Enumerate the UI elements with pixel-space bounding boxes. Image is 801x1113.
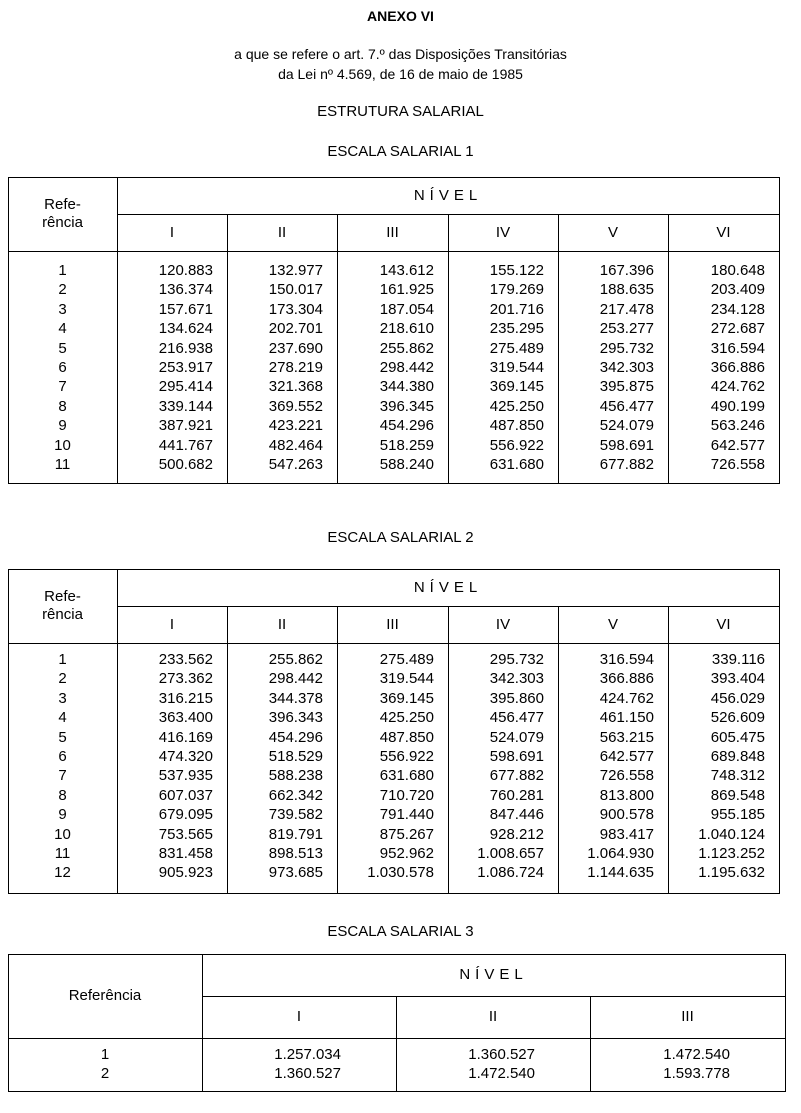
salary-cell: 679.095 (158, 806, 213, 824)
level-label-i: I (296, 1008, 302, 1025)
salary-cell: 537.935 (158, 767, 213, 785)
referencia-cell: 2 (58, 281, 67, 299)
salary-cell: 1.360.527 (274, 1065, 341, 1083)
salary-cell: 342.303 (599, 358, 654, 376)
referencia-cell: 8 (58, 397, 67, 415)
salary-cell: 1.064.930 (587, 844, 654, 862)
salary-cell: 167.396 (599, 262, 654, 279)
level-label-i: I (169, 615, 175, 633)
level-label-v: V (607, 223, 618, 241)
salary-cell: 598.691 (489, 747, 544, 765)
salary-cell: 791.440 (379, 806, 434, 824)
salary-cell: 1.040.124 (698, 825, 765, 843)
salary-cell: 424.762 (710, 378, 765, 396)
salary-cell: 642.577 (599, 747, 654, 765)
salary-cell: 319.544 (489, 358, 544, 376)
salary-cell: 396.343 (268, 709, 323, 727)
salary-cell: 387.921 (158, 417, 213, 435)
nivel-header-divider (202, 996, 785, 997)
subtitle-line-2: da Lei nº 4.569, de 16 de maio de 1985 (278, 66, 523, 82)
salary-cell: 1.030.578 (367, 864, 434, 882)
salary-cell: 369.145 (379, 689, 434, 707)
salary-cell: 201.716 (489, 300, 544, 318)
salary-cell: 342.303 (489, 670, 544, 688)
salary-cell: 456.477 (489, 709, 544, 727)
salary-cell: 928.212 (489, 825, 544, 843)
referencia-cell: 10 (54, 436, 71, 454)
salary-cell: 753.565 (158, 825, 213, 843)
level-label-ii: II (277, 223, 287, 241)
referencia-cell: 9 (58, 417, 67, 435)
referencia-header: Refe- rência (42, 588, 83, 623)
level-label-iii: III (386, 615, 399, 633)
salary-cell: 588.238 (268, 767, 323, 785)
referencia-cell: 10 (54, 825, 71, 843)
salary-cell: 425.250 (379, 709, 434, 727)
salary-cell: 456.477 (599, 397, 654, 415)
header-bottom-divider (8, 251, 779, 252)
salary-cell: 556.922 (489, 436, 544, 454)
salary-cell: 424.762 (599, 689, 654, 707)
level-label-iv: IV (495, 615, 511, 633)
salary-cell: 524.079 (599, 417, 654, 435)
scale-2-title: ESCALA SALARIAL 2 (327, 529, 474, 546)
salary-cell: 487.850 (379, 728, 434, 746)
salary-cell: 187.054 (379, 300, 434, 318)
salary-cell: 983.417 (599, 825, 654, 843)
salary-cell: 748.312 (710, 767, 765, 785)
salary-cell: 255.862 (268, 651, 323, 668)
salary-cell: 344.378 (268, 689, 323, 707)
salary-cell: 275.489 (379, 651, 434, 668)
salary-cell: 173.304 (268, 300, 323, 318)
salary-cell: 726.558 (599, 767, 654, 785)
salary-cell: 369.145 (489, 378, 544, 396)
salary-cell: 369.552 (268, 397, 323, 415)
subtitle-line-1: a que se refere o art. 7.º das Disposições Transitórias (234, 46, 567, 62)
referencia-cell: 5 (58, 728, 67, 746)
salary-cell: 393.404 (710, 670, 765, 688)
salary-cell: 518.529 (268, 747, 323, 765)
level-label-v: V (607, 615, 618, 633)
level-label-i: I (169, 223, 175, 241)
salary-cell: 518.259 (379, 436, 434, 454)
salary-cell: 1.257.034 (274, 1046, 341, 1063)
salary-cell: 295.732 (599, 339, 654, 357)
salary-cell: 423.221 (268, 417, 323, 435)
header-bottom-divider (8, 643, 779, 644)
referencia-cell: 9 (58, 806, 67, 824)
salary-cell: 319.544 (379, 670, 434, 688)
scale-3-title: ESCALA SALARIAL 3 (327, 923, 474, 940)
salary-cell: 339.144 (158, 397, 213, 415)
salary-cell: 677.882 (599, 455, 654, 473)
level-label-ii: II (277, 615, 287, 633)
referencia-cell: 6 (58, 747, 67, 765)
salary-cell: 556.922 (379, 747, 434, 765)
salary-cell: 233.562 (158, 651, 213, 668)
level-label-ii: II (488, 1008, 498, 1025)
structure-title: ESTRUTURA SALARIAL (317, 103, 484, 120)
level-i-values (117, 650, 213, 883)
salary-cell: 955.185 (710, 806, 765, 824)
salary-cell: 487.850 (489, 417, 544, 435)
referencia-cell: 8 (58, 786, 67, 804)
salary-cell: 813.800 (599, 786, 654, 804)
salary-cell: 662.342 (268, 786, 323, 804)
salary-cell: 454.296 (379, 417, 434, 435)
salary-cell: 689.848 (710, 747, 765, 765)
salary-cell: 132.977 (268, 262, 323, 279)
salary-cell: 905.923 (158, 864, 213, 882)
referencia-cell: 12 (54, 864, 71, 882)
salary-cell: 563.215 (599, 728, 654, 746)
level-vi-values (668, 650, 765, 883)
salary-cell: 973.685 (268, 864, 323, 882)
salary-cell: 339.116 (711, 651, 765, 668)
referencia-cell: 4 (58, 709, 67, 727)
salary-cell: 461.150 (599, 709, 654, 727)
salary-cell: 202.701 (268, 320, 323, 338)
referencia-cell: 4 (58, 320, 67, 338)
salary-cell: 234.128 (710, 300, 765, 318)
referencia-values (8, 650, 117, 883)
salary-cell: 1.593.778 (663, 1065, 730, 1083)
level-label-iv: IV (495, 223, 511, 241)
salary-cell: 321.368 (268, 378, 323, 396)
nivel-header: NÍVEL (413, 578, 483, 596)
salary-cell: 1.008.657 (477, 844, 544, 862)
salary-cell: 524.079 (489, 728, 544, 746)
salary-cell: 831.458 (158, 844, 213, 862)
salary-cell: 563.246 (710, 417, 765, 435)
referencia-cell: 7 (58, 767, 67, 785)
salary-cell: 710.720 (379, 786, 434, 804)
referencia-header: Referência (68, 987, 142, 1004)
salary-cell: 875.267 (379, 825, 434, 843)
salary-cell: 847.446 (489, 806, 544, 824)
referencia-cell: 2 (100, 1065, 110, 1083)
salary-cell: 869.548 (710, 786, 765, 804)
salary-cell: 155.122 (489, 262, 544, 279)
salary-cell: 180.648 (710, 262, 765, 279)
level-ii-values (227, 261, 323, 474)
annex-title: ANEXO VI (367, 8, 434, 24)
salary-cell: 275.489 (489, 339, 544, 357)
salary-cell: 216.938 (158, 339, 213, 357)
salary-cell: 952.962 (379, 844, 434, 862)
level-iii-values (337, 261, 434, 474)
salary-cell: 898.513 (268, 844, 323, 862)
salary-cell: 900.578 (599, 806, 654, 824)
salary-cell: 316.594 (599, 651, 654, 668)
referencia-cell: 3 (58, 300, 67, 318)
referencia-cell: 1 (58, 651, 67, 668)
referencia-cell: 11 (54, 455, 71, 473)
level-i-values (202, 1045, 341, 1084)
salary-cell: 161.925 (379, 281, 434, 299)
salary-cell: 677.882 (489, 767, 544, 785)
referencia-cell: 6 (58, 358, 67, 376)
salary-cell: 179.269 (489, 281, 544, 299)
salary-cell: 120.883 (158, 262, 213, 279)
salary-cell: 136.374 (158, 281, 213, 299)
salary-cell: 631.680 (379, 767, 434, 785)
level-iii-values (337, 650, 434, 883)
level-iii-values (590, 1045, 730, 1084)
salary-cell: 316.594 (710, 339, 765, 357)
salary-cell: 526.609 (710, 709, 765, 727)
salary-cell: 298.442 (268, 670, 323, 688)
salary-cell: 150.017 (268, 281, 323, 299)
salary-cell: 631.680 (489, 455, 544, 473)
salary-cell: 134.624 (158, 320, 213, 338)
salary-cell: 253.277 (599, 320, 654, 338)
level-label-vi: VI (716, 223, 731, 241)
salary-cell: 255.862 (379, 339, 434, 357)
salary-cell: 295.414 (158, 378, 213, 396)
salary-cell: 739.582 (268, 806, 323, 824)
level-vi-values (668, 261, 765, 474)
referencia-cell: 11 (54, 844, 71, 862)
salary-cell: 490.199 (710, 397, 765, 415)
salary-cell: 396.345 (379, 397, 434, 415)
salary-cell: 395.860 (489, 689, 544, 707)
salary-cell: 1.086.724 (477, 864, 544, 882)
referencia-header: Refe- rência (42, 196, 83, 231)
salary-cell: 1.195.632 (698, 864, 765, 882)
salary-cell: 474.320 (158, 747, 213, 765)
salary-cell: 819.791 (268, 825, 323, 843)
salary-cell: 395.875 (599, 378, 654, 396)
level-iv-values (448, 650, 544, 883)
salary-cell: 1.360.527 (468, 1046, 535, 1063)
salary-cell: 726.558 (710, 455, 765, 473)
level-label-vi: VI (716, 615, 731, 633)
level-i-values (117, 261, 213, 474)
level-v-values (558, 650, 654, 883)
salary-cell: 1.123.252 (698, 844, 765, 862)
salary-cell: 441.767 (158, 436, 213, 454)
salary-cell: 366.886 (599, 670, 654, 688)
level-label-iii: III (681, 1008, 694, 1025)
salary-cell: 278.219 (268, 358, 323, 376)
salary-cell: 272.687 (710, 320, 765, 338)
salary-cell: 143.612 (379, 262, 434, 279)
referencia-cell: 1 (58, 262, 67, 279)
salary-cell: 366.886 (710, 358, 765, 376)
salary-cell: 203.409 (710, 281, 765, 299)
level-v-values (558, 261, 654, 474)
salary-cell: 316.215 (158, 689, 213, 707)
level-ii-values (396, 1045, 535, 1084)
salary-cell: 598.691 (599, 436, 654, 454)
referencia-cell: 5 (58, 339, 67, 357)
referencia-cell: 7 (58, 378, 67, 396)
salary-cell: 217.478 (599, 300, 654, 318)
nivel-header: NÍVEL (459, 966, 528, 983)
salary-cell: 295.732 (489, 651, 544, 668)
salary-cell: 363.400 (158, 709, 213, 727)
referencia-cell: 1 (100, 1046, 110, 1063)
nivel-header: NÍVEL (413, 186, 483, 204)
salary-cell: 344.380 (379, 378, 434, 396)
salary-cell: 642.577 (710, 436, 765, 454)
salary-cell: 188.635 (599, 281, 654, 299)
salary-cell: 237.690 (268, 339, 323, 357)
referencia-cell: 3 (58, 689, 67, 707)
salary-cell: 235.295 (489, 320, 544, 338)
referencia-cell: 2 (58, 670, 67, 688)
salary-cell: 500.682 (158, 455, 213, 473)
salary-cell: 298.442 (379, 358, 434, 376)
salary-cell: 456.029 (710, 689, 765, 707)
salary-cell: 588.240 (379, 455, 434, 473)
salary-cell: 218.610 (379, 320, 434, 338)
level-ii-values (227, 650, 323, 883)
salary-cell: 454.296 (268, 728, 323, 746)
salary-cell: 416.169 (158, 728, 213, 746)
level-iv-values (448, 261, 544, 474)
salary-cell: 760.281 (489, 786, 544, 804)
salary-cell: 1.472.540 (468, 1065, 535, 1083)
salary-cell: 1.144.635 (587, 864, 654, 882)
salary-cell: 547.263 (268, 455, 323, 473)
referencia-values (8, 1045, 202, 1084)
salary-cell: 273.362 (158, 670, 213, 688)
salary-cell: 482.464 (268, 436, 323, 454)
salary-cell: 157.671 (158, 300, 213, 318)
scale-1-title: ESCALA SALARIAL 1 (327, 143, 474, 160)
salary-cell: 253.917 (158, 358, 213, 376)
salary-cell: 1.472.540 (663, 1046, 730, 1063)
salary-cell: 605.475 (710, 728, 765, 746)
salary-cell: 425.250 (489, 397, 544, 415)
referencia-values (8, 261, 117, 474)
level-label-iii: III (386, 223, 399, 241)
salary-cell: 607.037 (158, 786, 213, 804)
